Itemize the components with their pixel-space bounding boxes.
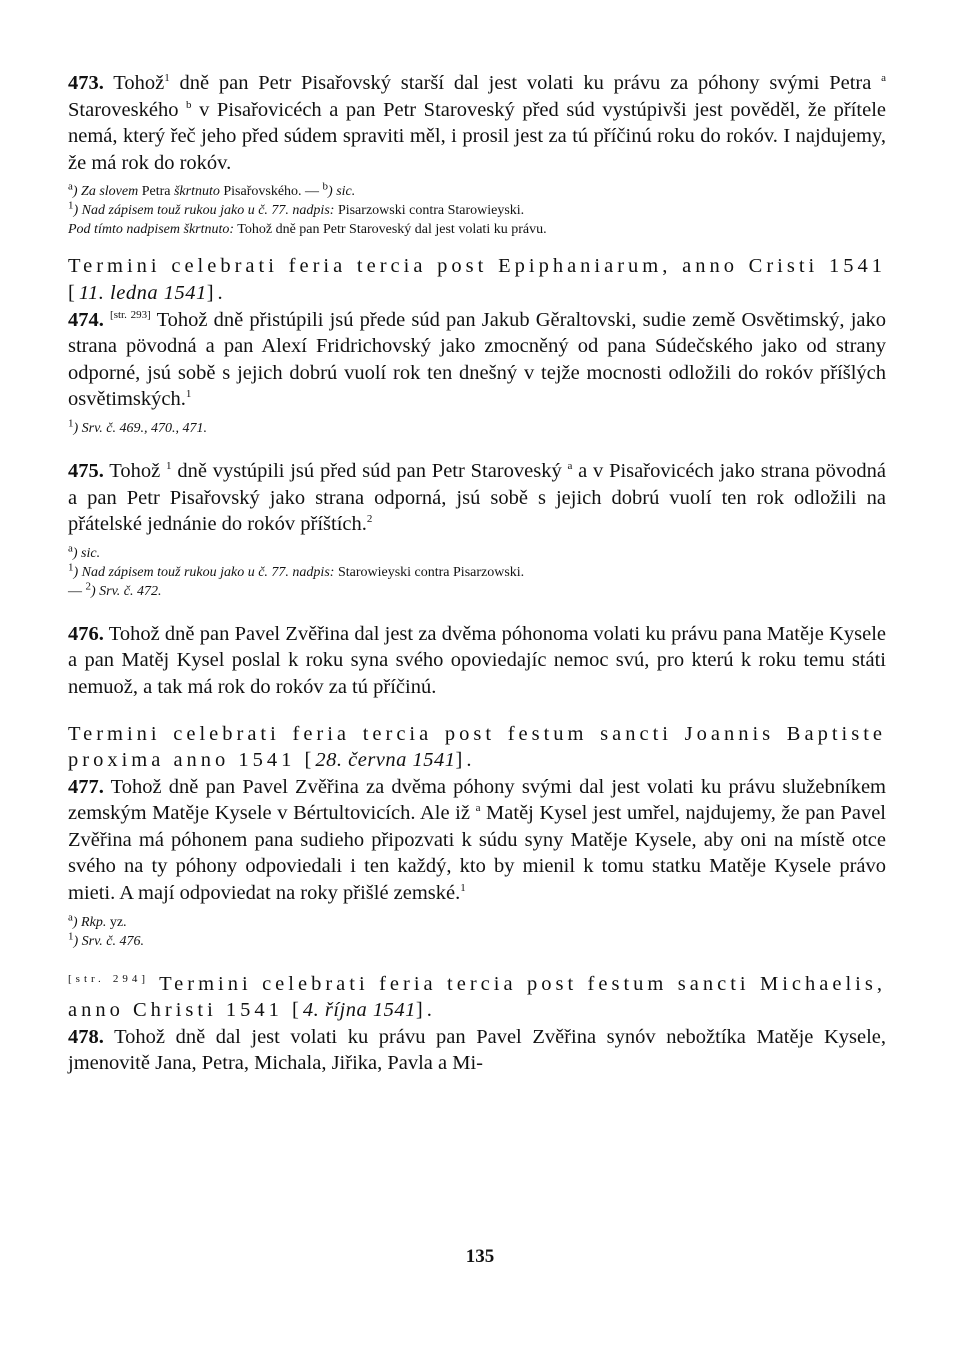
page-number: 135 [465, 1246, 495, 1267]
entry-number: 474. [68, 308, 104, 331]
term-heading-1: Termini celebrati feria tercia post Epiphaniarum, anno Cristi 1541 [11. ledna 1541]. [68, 255, 886, 304]
term-heading-3: [str. 294] Termini celebrati feria tercia post festum sancti Michaelis, anno Christi 1541 [4. října 1541]. [68, 972, 886, 1022]
entry-476: 476. Tohož dně pan Pavel Zvěřina dal jest za dvěma póhonoma volati ku právu pana Matěje Kysele a pan Matěj Kysel poslal k roku syna svého opoviedajíc nemoc svú, pro kterú k roku temu státi nemuož, a tak má rok do rokóv za tú příčinú. [68, 622, 886, 698]
footnote-475-1: $^1$) Nad zápisem touž rukou jako u č. 77. nadpis: Starowieyski contra Pisarzowski. [68, 561, 525, 580]
entry-478: 478. Tohož dně dal jest volati ku právu pan Pavel Zvěřina synóv nebožtíka Matěje Kysele, jmenovitě Jana, Petra, Michala, Jiřika, Pavla a Mi- [68, 1025, 886, 1075]
entry-number: 475. [68, 459, 104, 482]
entry-number: 473. [68, 72, 104, 94]
entry-number: 477. [68, 775, 104, 798]
footnote-473-1b: Pod tímto nadpisem škrtnuto: Tohož dně pan Petr Staroveský dal jest volati ku právu. [68, 222, 547, 238]
page-reference: [str. 293] [110, 308, 151, 321]
entry-number: 476. [68, 622, 104, 645]
entry-473: 473. Tohož$^1$ dně pan Petr Pisařovský starší dal jest volati ku právu za póhony svými Petra $^a$ Staroveského $^b$ v Pisařovicéch a pan Petr Staroveský před súd vystúpivši jest pověděl, že přítele nemá, který řeč jeho před súdem spraviti měl, i prosil jest za tú příčinú roku do rokóv. I najdujemy, že má rok do rokóv. [68, 72, 887, 174]
term-heading-2: Termini celebrati feria tercia post festum sancti Joannis Baptiste proxima anno 1541 [28. června 1541]. [68, 722, 886, 772]
entry-number: 478. [68, 1025, 104, 1048]
footnote-474-1: $^1$) Srv. č. 469., 470., 471. [68, 417, 207, 436]
document-page [68, 70, 886, 1077]
footnote-477-a: $^a$) Rkp. yz. [68, 911, 127, 930]
footnote-475-2: — $^2$) Srv. č. 472. [68, 580, 162, 599]
entry-474: 474. [str. 293] Tohož dně přistúpili jsú přede súd pan Jakub Gěraltovski, sudie země Osvětimský, jako strana pövodná a pan Alexí Fridrichovský jako zmocněný od pana Súdečského jako od strany odporné, jsú sobě s jejich dobrú vuolí rok ten dnešný v tejže mocnosti odložili do rokóv příšlých osvětimských.$^1$ [68, 308, 886, 411]
footnote-473-a: $^a$) Za slovem Petra škrtnuto Pisařovského. — $^b$) sic. [68, 180, 356, 200]
footnote-477-1: $^1$) Srv. č. 476. [68, 930, 144, 949]
footnote-475-a: $^a$) sic. [68, 542, 101, 561]
page-reference: [str. 294] [68, 972, 150, 985]
entry-475: 475. Tohož $^1$ dně vystúpili jsú před súd pan Petr Staroveský $^a$ a v Pisařovicéch jako strana pövodná a pan Petr Pisařovský jako strana odporná, jsú sobě s jejich dobrú vuolí ten rok odložili na přátelské jednánie do rokóv příštích.$^2$ [68, 459, 887, 536]
footnote-473-1: $^1$) Nad zápisem touž rukou jako u č. 77. nadpis: Pisarzowski contra Starowieyski. [68, 199, 525, 219]
entry-477: 477. Tohož dně pan Pavel Zvěřina za dvěma póhony svými dal jest volati ku právu služebníkem zemským Matěje Kysele v Bértultovicích. Ale iž $^a$ Matěj Kysel jest umřel, najdujemy, že pan Pavel Zvěřina má póhonem pana sudieho připozvati k súdu syny Matěje Kysele, aby oni na místě otce svého na ty póhony odpoviedali i ten každý, kto by mienil k tomu statku Matěje Kysele právo mieti. A mají odpoviedat na roky přišlé zemské.$^1$ [68, 775, 887, 905]
